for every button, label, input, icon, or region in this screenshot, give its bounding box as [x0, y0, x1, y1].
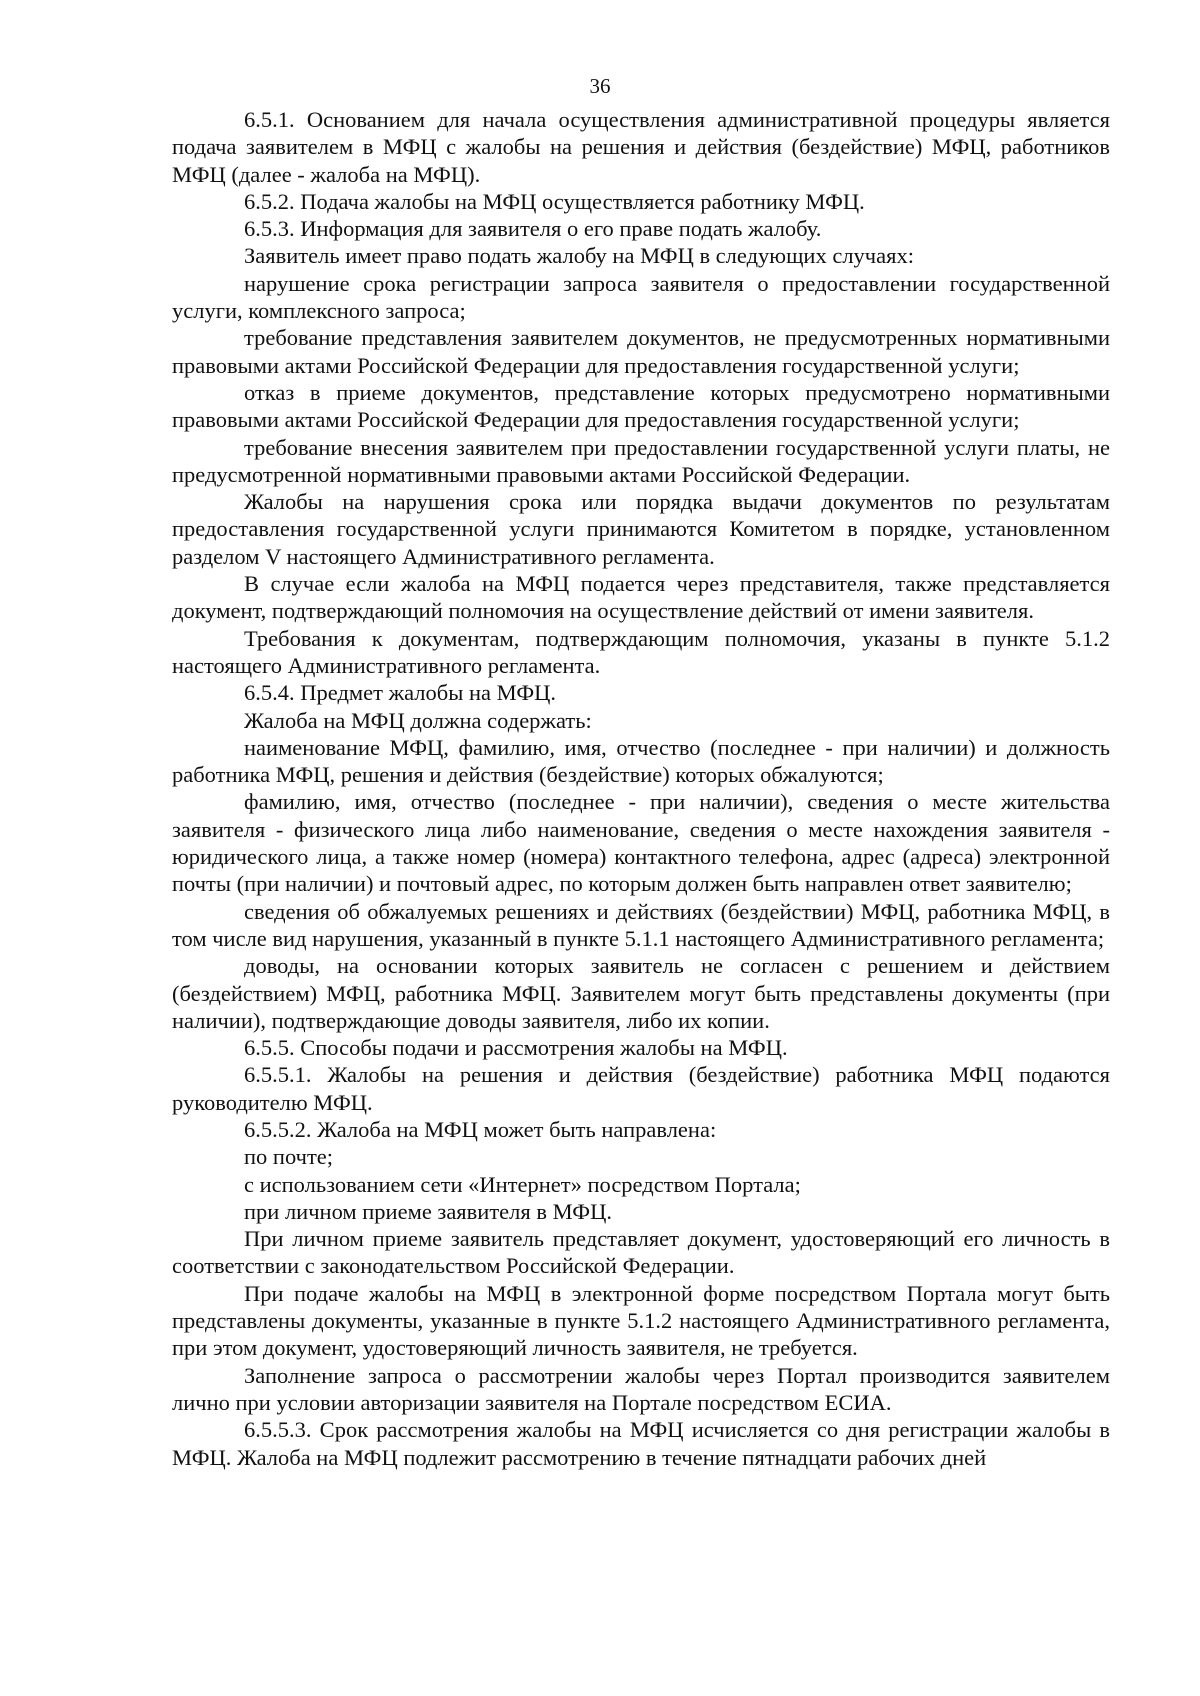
paragraph: с использованием сети «Интернет» посредством Портала;	[244, 1171, 801, 1197]
paragraph: При подаче жалобы на МФЦ в электронной форме посредством Портала могут быть представлены документы, указанные в пункте 5.1.2 настоящего Административного регламента, при этом документ, удостоверяющий личность заявителя, не требуется.	[172, 1280, 1110, 1361]
paragraph: В случае если жалоба на МФЦ подается через представителя, также представляется документ, подтверждающий полномочия на осуществление действий от имени заявителя.	[172, 571, 1110, 624]
paragraph: 6.5.5. Способы подачи и рассмотрения жалобы на МФЦ.	[244, 1035, 788, 1061]
paragraph: требование внесения заявителем при предоставлении государственной услуги платы, не предусмотренной нормативными правовыми актами Российской Федерации.	[172, 434, 1110, 487]
paragraph: 6.5.2. Подача жалобы на МФЦ осуществляется работнику МФЦ.	[244, 188, 865, 214]
paragraph: Заявитель имеет право подать жалобу на МФЦ в следующих случаях:	[244, 243, 914, 269]
paragraph: 6.5.1. Основанием для начала осуществления административной процедуры является подача заявителем в МФЦ с жалобы на решения и действия (бездействие) МФЦ, работников МФЦ (далее - жалоба на МФЦ).	[172, 107, 1110, 187]
paragraph: Жалобы на нарушения срока или порядка выдачи документов по результатам предоставления государственной услуги принимаются Комитетом в порядке, установленном разделом V настоящего Административного регламента.	[172, 489, 1110, 569]
paragraph: 6.5.5.2. Жалоба на МФЦ может быть направлена:	[244, 1116, 717, 1142]
paragraph: Требования к документам, подтверждающим полномочия, указаны в пункте 5.1.2 настоящего Административного регламента.	[172, 625, 1110, 678]
paragraph: наименование МФЦ, фамилию, имя, отчество (последнее - при наличии) и должность работника МФЦ, решения и действия (бездействие) которых обжалуются;	[172, 734, 1110, 788]
paragraph: Заполнение запроса о рассмотрении жалобы через Портал производится заявителем лично при условии авторизации заявителя на Портале посредством ЕСИА.	[172, 1362, 1110, 1415]
paragraph: по почте;	[244, 1144, 334, 1170]
page-number: 36	[589, 74, 611, 98]
paragraph: отказ в приеме документов, представление которых предусмотрено нормативными правовыми актами Российской Федерации для предоставления государственной услуги;	[172, 379, 1110, 433]
paragraph: фамилию, имя, отчество (последнее - при наличии), сведения о месте жительства заявителя - физического лица либо наименование, сведения о месте нахождения заявителя - юридического лица, а также номер (номера) контактного телефона, адрес (адреса) электронной почты (при наличии) и почтовый адрес, по которым должен быть направлен ответ заявителю;	[172, 789, 1110, 897]
paragraph: 6.5.4. Предмет жалобы на МФЦ.	[244, 680, 556, 706]
paragraph: 6.5.3. Информация для заявителя о его праве подать жалобу.	[244, 216, 822, 242]
paragraph: 6.5.5.1. Жалобы на решения и действия (бездействие) работника МФЦ подаются руководителю МФЦ.	[172, 1062, 1110, 1115]
paragraph: 6.5.5.3. Срок рассмотрения жалобы на МФЦ исчисляется со дня регистрации жалобы в МФЦ. Жалоба на МФЦ подлежит рассмотрению в течение пятнадцати рабочих дней	[172, 1417, 1110, 1470]
paragraph: Жалоба на МФЦ должна содержать:	[244, 707, 592, 733]
paragraph: При личном приеме заявитель представляет документ, удостоверяющий его личность в соответствии с законодательством Российской Федерации.	[172, 1226, 1110, 1279]
paragraph: нарушение срока регистрации запроса заявителя о предоставлении государственной услуги, комплексного запроса;	[172, 270, 1110, 324]
paragraph: требование представления заявителем документов, не предусмотренных нормативными правовыми актами Российской Федерации для предоставления государственной услуги;	[172, 325, 1110, 378]
document-body	[172, 106, 1110, 1471]
paragraph: при личном приеме заявителя в МФЦ.	[244, 1198, 612, 1224]
paragraph: доводы, на основании которых заявитель не согласен с решением и действием (бездействием) МФЦ, работника МФЦ. Заявителем могут быть представлены документы (при наличии), подтверждающие доводы заявителя, либо их копии.	[172, 953, 1110, 1033]
paragraph: сведения об обжалуемых решениях и действиях (бездействии) МФЦ, работника МФЦ, в том числе вид нарушения, указанный в пункте 5.1.1 настоящего Административного регламента;	[172, 898, 1110, 951]
